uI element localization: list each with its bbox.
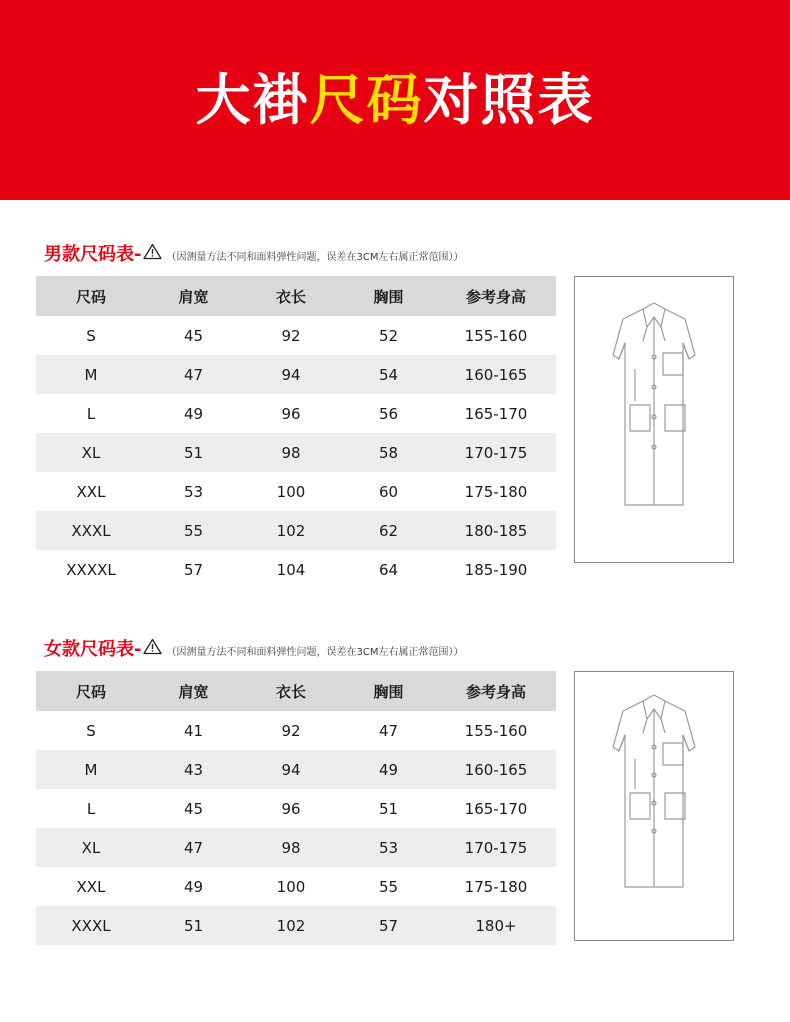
column-header-size: 尺码 xyxy=(36,276,146,316)
cell-size: M xyxy=(84,365,98,384)
table-row xyxy=(36,316,556,355)
cell-size: XL xyxy=(81,838,101,857)
mens-size-section xyxy=(0,242,790,589)
cell-shoulder: 53 xyxy=(183,482,204,501)
column-header-shoulder: 肩宽 xyxy=(146,276,241,316)
cell-chest: 64 xyxy=(378,560,399,579)
cell-height: 165-170 xyxy=(464,799,528,818)
table-row xyxy=(36,867,556,906)
cell-size: L xyxy=(86,799,96,818)
cell-chest: 55 xyxy=(378,877,399,896)
cell-shoulder: 47 xyxy=(183,365,204,384)
cell-length: 100 xyxy=(276,877,306,896)
cell-size: XL xyxy=(81,443,101,462)
cell-chest: 60 xyxy=(378,482,399,501)
cell-length: 104 xyxy=(276,560,306,579)
mens-size-table xyxy=(36,276,556,589)
cell-height: 165-170 xyxy=(464,404,528,423)
table-row xyxy=(36,394,556,433)
cell-size: XXXL xyxy=(71,916,111,935)
cell-height: 170-175 xyxy=(464,838,528,857)
column-header-size: 尺码 xyxy=(36,671,146,711)
table-row xyxy=(36,906,556,945)
mens-section-title: 男款尺码表- xyxy=(44,244,142,265)
warning-triangle-icon xyxy=(143,638,162,660)
cell-height: 170-175 xyxy=(464,443,528,462)
womens-size-table xyxy=(36,671,556,945)
cell-shoulder: 49 xyxy=(183,877,204,896)
cell-length: 98 xyxy=(281,443,301,462)
cell-size: L xyxy=(86,404,96,423)
cell-length: 102 xyxy=(276,521,306,540)
cell-length: 102 xyxy=(276,916,306,935)
cell-height: 155-160 xyxy=(464,326,528,345)
cell-shoulder: 57 xyxy=(183,560,204,579)
womens-section-header xyxy=(36,637,754,659)
cell-size: S xyxy=(86,721,96,740)
cell-size: XXL xyxy=(76,877,106,896)
cell-shoulder: 47 xyxy=(183,838,204,857)
table-row xyxy=(36,711,556,750)
table-header-row xyxy=(36,671,556,711)
cell-length: 96 xyxy=(281,799,301,818)
cell-size: XXXXL xyxy=(66,560,116,579)
cell-chest: 57 xyxy=(378,916,399,935)
cell-chest: 49 xyxy=(378,760,399,779)
cell-shoulder: 51 xyxy=(183,443,204,462)
cell-length: 92 xyxy=(281,326,301,345)
cell-shoulder: 43 xyxy=(183,760,204,779)
table-row xyxy=(36,511,556,550)
cell-shoulder: 41 xyxy=(183,721,204,740)
cell-height: 175-180 xyxy=(464,482,528,501)
womens-size-section xyxy=(0,637,790,945)
column-header-chest: 胸围 xyxy=(341,276,436,316)
column-header-height: 参考身高 xyxy=(436,276,556,316)
table-row xyxy=(36,433,556,472)
cell-length: 96 xyxy=(281,404,301,423)
cell-length: 94 xyxy=(281,760,301,779)
cell-length: 100 xyxy=(276,482,306,501)
cell-size: M xyxy=(84,760,98,779)
banner-title-part2: 尺码 xyxy=(309,67,424,132)
table-row xyxy=(36,472,556,511)
cell-height: 155-160 xyxy=(464,721,528,740)
cell-height: 180+ xyxy=(475,916,517,935)
womens-section-body xyxy=(36,671,754,945)
column-header-chest: 胸围 xyxy=(341,671,436,711)
banner-title xyxy=(195,67,595,132)
table-header-row xyxy=(36,276,556,316)
cell-shoulder: 49 xyxy=(183,404,204,423)
column-header-length: 衣长 xyxy=(241,276,341,316)
cell-height: 185-190 xyxy=(464,560,528,579)
cell-chest: 52 xyxy=(378,326,399,345)
cell-size: XXXL xyxy=(71,521,111,540)
column-header-length: 衣长 xyxy=(241,671,341,711)
header-banner xyxy=(0,0,790,200)
cell-size: XXL xyxy=(76,482,106,501)
banner-title-part1: 大褂 xyxy=(195,67,310,132)
table-row xyxy=(36,789,556,828)
banner-title-part3: 对照表 xyxy=(423,67,595,132)
cell-height: 175-180 xyxy=(464,877,528,896)
cell-shoulder: 55 xyxy=(183,521,204,540)
cell-length: 92 xyxy=(281,721,301,740)
cell-chest: 54 xyxy=(378,365,399,384)
cell-height: 180-185 xyxy=(464,521,528,540)
cell-shoulder: 51 xyxy=(183,916,204,935)
cell-shoulder: 45 xyxy=(183,326,204,345)
warning-triangle-icon xyxy=(143,243,162,265)
cell-chest: 53 xyxy=(378,838,399,857)
mens-section-body xyxy=(36,276,754,589)
cell-shoulder: 45 xyxy=(183,799,204,818)
cell-height: 160-165 xyxy=(464,365,528,384)
womens-lab-coat-illustration xyxy=(574,671,734,941)
cell-chest: 56 xyxy=(378,404,399,423)
cell-length: 94 xyxy=(281,365,301,384)
table-row xyxy=(36,550,556,589)
womens-section-title: 女款尺码表- xyxy=(44,639,142,660)
mens-section-header xyxy=(36,242,754,264)
mens-section-note: （因测量方法不同和面料弹性问题，误差在3CM左右属正常范围）） xyxy=(166,252,464,263)
cell-size: S xyxy=(86,326,96,345)
column-header-height: 参考身高 xyxy=(436,671,556,711)
mens-lab-coat-illustration xyxy=(574,276,734,563)
cell-chest: 51 xyxy=(378,799,399,818)
cell-height: 160-165 xyxy=(464,760,528,779)
column-header-shoulder: 肩宽 xyxy=(146,671,241,711)
cell-chest: 47 xyxy=(378,721,399,740)
cell-length: 98 xyxy=(281,838,301,857)
cell-chest: 62 xyxy=(378,521,399,540)
table-row xyxy=(36,828,556,867)
table-row xyxy=(36,750,556,789)
cell-chest: 58 xyxy=(378,443,399,462)
table-row xyxy=(36,355,556,394)
womens-section-note: （因测量方法不同和面料弹性问题，误差在3CM左右属正常范围）） xyxy=(166,647,464,658)
